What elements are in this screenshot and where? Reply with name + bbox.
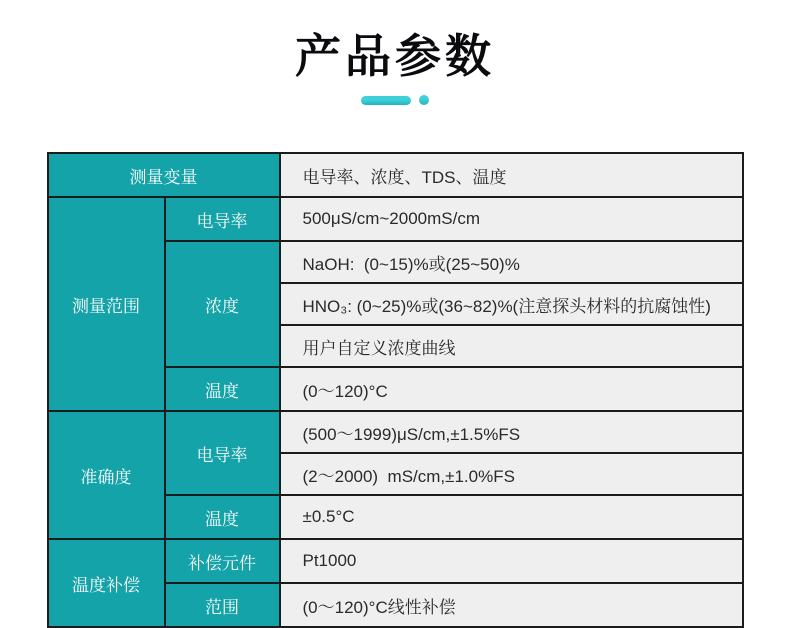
sub-label-conductivity: 电导率 xyxy=(165,197,280,241)
row-label-measure-variable: 测量变量 xyxy=(48,153,280,197)
cell-accuracy-us: (500～1999)μS/cm,±1.5%FS xyxy=(280,411,743,453)
sub-label-accuracy-conductivity: 电导率 xyxy=(165,411,280,495)
cell-conductivity-range: 500μS/cm~2000mS/cm xyxy=(280,197,743,241)
cell-naoh-range: NaOH: (0~15)%或(25~50)% xyxy=(280,241,743,283)
title-underline-bar xyxy=(361,96,411,105)
cell-measure-variable-value: 电导率、浓度、TDS、温度 xyxy=(280,153,743,197)
spec-table xyxy=(47,152,744,628)
sub-label-compensation-element: 补偿元件 xyxy=(165,539,280,583)
cell-temperature-range: (0～120)°C xyxy=(280,367,743,411)
title-underline xyxy=(0,95,790,105)
cell-custom-curve: 用户自定义浓度曲线 xyxy=(280,325,743,367)
table-row xyxy=(48,197,743,241)
sub-label-temperature: 温度 xyxy=(165,367,280,411)
sub-label-compensation-range: 范围 xyxy=(165,583,280,627)
cell-hno3-range: HNO₃: (0~25)%或(36~82)%(注意探头材料的抗腐蚀性) xyxy=(280,283,743,325)
table-row xyxy=(48,539,743,583)
cell-accuracy-ms: (2～2000) mS/cm,±1.0%FS xyxy=(280,453,743,495)
sub-label-accuracy-temperature: 温度 xyxy=(165,495,280,539)
row-label-accuracy: 准确度 xyxy=(48,411,165,539)
row-label-measure-range: 测量范围 xyxy=(48,197,165,411)
title-underline-dot xyxy=(419,95,429,105)
cell-compensation-range: (0～120)°C线性补偿 xyxy=(280,583,743,627)
page-header xyxy=(0,0,790,105)
sub-label-concentration: 浓度 xyxy=(165,241,280,367)
row-label-temp-compensation: 温度补偿 xyxy=(48,539,165,627)
page-title: 产品参数 xyxy=(295,30,495,82)
cell-compensation-element: Pt1000 xyxy=(280,539,743,583)
table-row xyxy=(48,153,743,197)
table-row xyxy=(48,411,743,453)
cell-accuracy-temperature: ±0.5°C xyxy=(280,495,743,539)
